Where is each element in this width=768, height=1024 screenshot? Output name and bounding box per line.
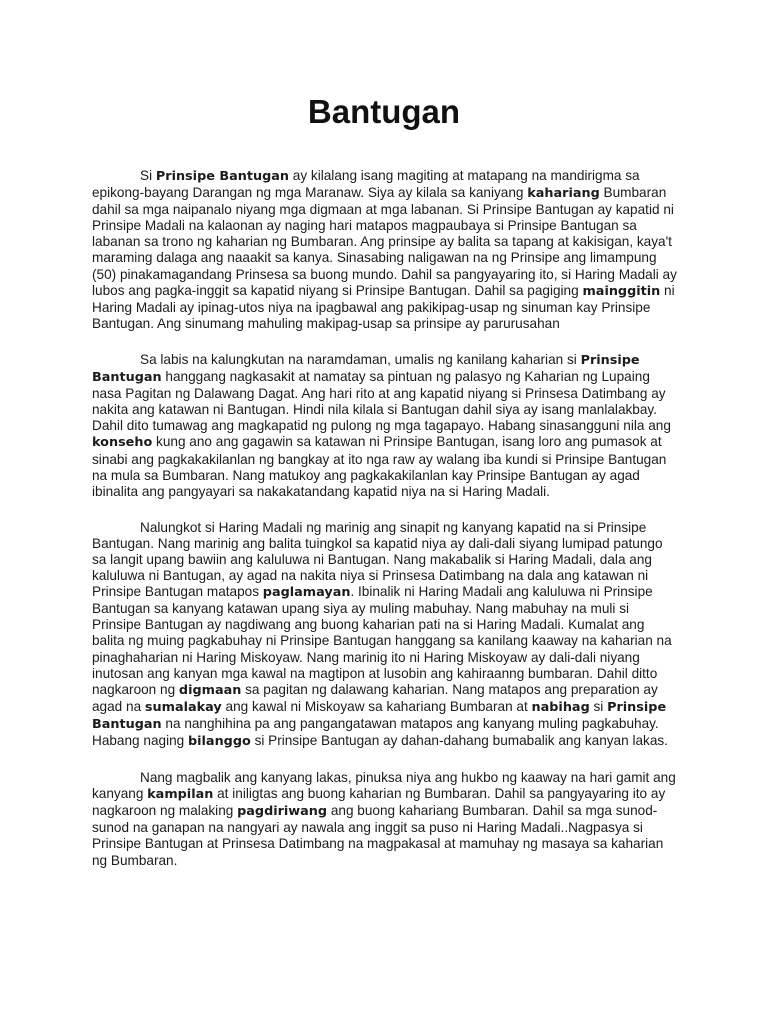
document-body xyxy=(92,168,678,889)
text-run: Sa labis na kalungkutan na naramdaman, umalis ng kanilang kaharian si xyxy=(140,351,581,367)
text-run: ay kilalang isang magiting at matapang na mandirigma sa epikong-bayang Darangan ng mga Maranaw. Siya ay kilala sa kaniyang xyxy=(92,168,640,201)
text-run: si xyxy=(589,698,608,714)
text-run: ang kawal ni Miskoyaw sa kahariang Bumbaran at xyxy=(221,698,532,714)
bold-term: kampilan xyxy=(147,787,214,803)
text-run: kung ano ang gagawin sa katawan ni Prinsipe Bantugan, isang loro ang pumasok at sinabi ang pagkakakilanlan ng bangkay at ito nga raw ay walang iba kundi si Prinsipe Bantugan na mula sa Bumbaran. Nang matukoy ang pagkakakilanlan kay Prinsipe Bantugan ay agad ibinalita ang pangyayari sa nakakatandang kapatid niya na si Haring Madali. xyxy=(92,434,667,499)
bold-term: nabihag xyxy=(531,699,590,715)
text-run: Bumbaran dahil sa mga naipanalo niyang mga digmaan at mga labanan. Si Prinsipe Bantugan ay kapatid ni Prinsipe Madali na kalaonan ay naging hari matapos magpaubaya si Prinsipe Bantugan sa labanan sa trono ng kaharian ng Bumbaran. Ang prinsipe ay balita sa tapang at kakisigan, kaya't maraming dalaga ang naaakit sa kanya. Sinasabing naligawan na ng Prinsipe ang limampung (50) pinakamagandang Prinsesa sa buong mundo. Dahil sa pangyayaring ito, si Haring Madali ay lubos ang pagka-inggit sa kapatid niyang si Prinsipe Bantugan. Dahil sa pagiging xyxy=(92,185,677,298)
text-run: na nanghihina pa ang pangangatawan matapos ang kanyang muling pagkabuhay. Habang naging xyxy=(92,715,659,748)
bold-term: Prinsipe Bantugan xyxy=(155,169,289,184)
bold-term: digmaan xyxy=(178,682,242,698)
paragraph xyxy=(92,770,678,869)
text-run: ang buong kahariang Bumbaran. Dahil sa mga sunod-sunod na ganapan na nangyari ay nawala ang inggit sa puso ni Haring Madali..Nagpasya si Prinsipe Bantugan at Prinsesa Datimbang na magpakasal at mamuhay ng masaya sa kaharian ng Bumbaran. xyxy=(92,803,664,868)
text-run: at iniligtas ang buong kaharian ng Bumbaran. Dahil sa pangyayaring ito ay nagkaroon ng malaking xyxy=(92,786,666,819)
paragraph xyxy=(92,168,678,332)
bold-term: pagdiriwang xyxy=(237,804,328,820)
text-run: hanggang nagkasakit at namatay sa pintuan ng palasyo ng Kaharian ng Lupaing nasa Pagitan ng Dalawang Dagat. Ang hari rito at ang kapatid niyang si Prinsesa Datimbang ay nakita ang katawan ni Bantugan. Hindi nila kilala si Bantugan dahil siya ay isang manlalakbay. Dahil dito tumawag ang magkapatid ng pulong ng mga tagapayo. Habang sinasangguni nila ang xyxy=(92,369,671,434)
bold-term: Prinsipe Bantugan xyxy=(92,352,640,386)
bold-term: Prinsipe Bantugan xyxy=(92,699,667,732)
document-title: Bantugan xyxy=(307,93,461,130)
text-run: si Prinsipe Bantugan ay dahan-dahang bumabalik ang kanyan lakas. xyxy=(250,733,668,748)
text-run: sa pagitan ng dalawang kaharian. Nang matapos ang preparation ay agad na xyxy=(92,681,658,714)
bold-term: mainggitin xyxy=(582,283,661,299)
paragraph xyxy=(92,352,678,500)
paragraph xyxy=(92,520,678,750)
bold-term: kahariang xyxy=(527,186,600,202)
bold-term: bilanggo xyxy=(188,734,251,749)
bold-term: paglamayan xyxy=(262,585,351,601)
text-run: Nang magbalik ang kanyang lakas, pinuksa niya ang hukbo ng kaaway na hari gamit ang kanyang xyxy=(92,770,676,802)
text-run: Si xyxy=(140,168,156,183)
bold-term: sumalakay xyxy=(144,699,222,715)
bold-term: konseho xyxy=(92,435,153,451)
text-run: ni Haring Madali ay ipinag-utos niya na ipagbawal ang pakikipag-usap ng sinuman kay Prinsipe Bantugan. Ang sinumang mahuling makipag-usap sa prinsipe ay parurusahan xyxy=(92,282,675,331)
text-run: . Ibinalik ni Haring Madali ang kaluluwa ni Prinsipe Bantugan sa kanyang katawan upang siya ay muling mabuhay. Nang mabuhay na muli si Prinsipe Bantugan ay nagdiwang ang buong kaharian pati na si Haring Madali. Kumalat ang balita ng muing pagkabuhay ni Prinsipe Bantugan hanggang sa kanilang kaaway na kaharian na pinaghaharian ni Haring Miskoyaw. Nang marinig ito ni Haring Miskoyaw ay dali-dali niyang inutosan ang kanyan mga kawal na magtipon at lusobin ang kahiraanng bumbaran. Dahil ditto nagkaroon ng xyxy=(92,584,672,697)
text-run: Nalungkot si Haring Madali ng marinig ang sinapit ng kanyang kapatid na si Prinsipe Bantugan. Nang marinig ang balita tuingkol sa kapatid niya ay dali-dali siyang lumipad patungo sa langit upang bawiin ang kaluluwa ni Bantugan. Nang makabalik si Haring Madali, dala ang kaluluwa ni Bantugan, ay agad na nakita niya si Prinsesa Datimbang na dala ang katawan ni Prinsipe Bantugan matapos xyxy=(92,519,663,600)
